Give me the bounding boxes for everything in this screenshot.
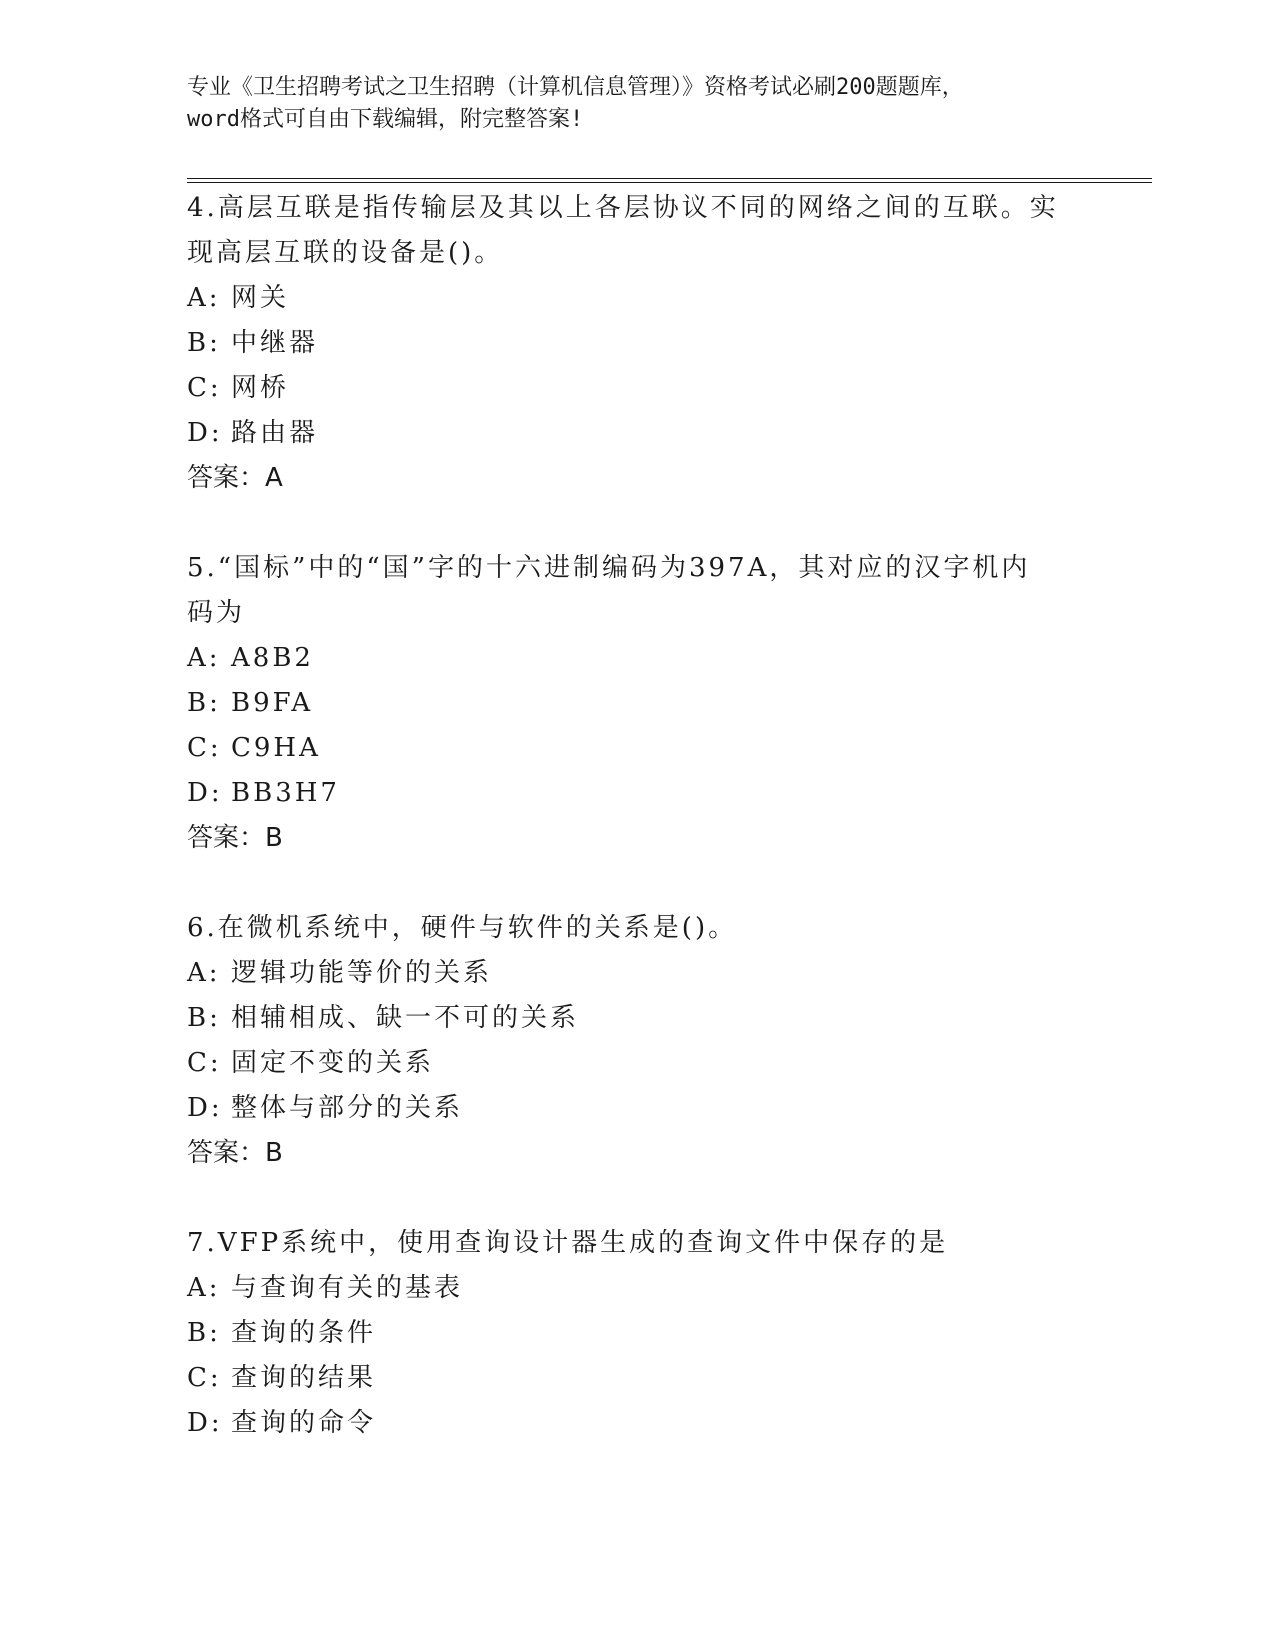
option-letter: B: xyxy=(187,328,221,358)
option-a xyxy=(187,951,1087,996)
option-text: BB3H7 xyxy=(231,778,340,808)
option-text: C9HA xyxy=(231,733,321,763)
option-letter: D: xyxy=(187,778,223,808)
header-divider-top xyxy=(187,178,1152,179)
question-5 xyxy=(187,546,1087,861)
option-text: 整体与部分的关系 xyxy=(231,1093,464,1123)
option-a xyxy=(187,636,1087,681)
option-d xyxy=(187,411,1087,456)
option-letter: D: xyxy=(187,1093,223,1123)
option-c xyxy=(187,726,1087,771)
option-text: 查询的命令 xyxy=(231,1408,377,1438)
option-text: 固定不变的关系 xyxy=(231,1048,435,1078)
option-d xyxy=(187,1401,1087,1446)
option-b xyxy=(187,996,1087,1041)
option-letter: A: xyxy=(187,958,221,988)
question-7 xyxy=(187,1221,1087,1446)
option-text: 查询的结果 xyxy=(231,1363,377,1393)
option-letter: C: xyxy=(187,373,222,403)
option-letter: B: xyxy=(187,1003,221,1033)
question-4 xyxy=(187,186,1087,501)
option-text: 中继器 xyxy=(231,328,319,358)
option-text: 与查询有关的基表 xyxy=(231,1273,464,1303)
option-b xyxy=(187,681,1087,726)
option-text: 路由器 xyxy=(231,418,319,448)
question-text-line: 码为 xyxy=(187,598,246,628)
option-text: B9FA xyxy=(231,688,314,718)
option-letter: A: xyxy=(187,283,221,313)
option-text: A8B2 xyxy=(231,643,314,673)
answer-label: 答案：B xyxy=(187,823,283,853)
option-text: 相辅相成、缺一不可的关系 xyxy=(231,1003,580,1033)
option-letter: A: xyxy=(187,1273,221,1303)
option-letter: D: xyxy=(187,1408,223,1438)
question-text-line: 5.“国标”中的“国”字的十六进制编码为397A，其对应的汉字机内 xyxy=(187,553,1031,583)
option-text: 网关 xyxy=(231,283,290,313)
question-text-line: 7.VFP系统中，使用查询设计器生成的查询文件中保存的是 xyxy=(187,1228,949,1258)
option-letter: D: xyxy=(187,418,223,448)
header-line-1: 专业《卫生招聘考试之卫生招聘（计算机信息管理）》资格考试必刷200题题库， xyxy=(187,75,964,100)
header-line-2: word格式可自由下载编辑，附完整答案! xyxy=(187,107,584,132)
option-letter: A: xyxy=(187,643,221,673)
option-a xyxy=(187,276,1087,321)
option-c xyxy=(187,1356,1087,1401)
option-text: 网桥 xyxy=(231,373,290,403)
option-text: 查询的条件 xyxy=(231,1318,377,1348)
option-c xyxy=(187,366,1087,411)
question-text-line: 6.在微机系统中，硬件与软件的关系是()。 xyxy=(187,913,738,943)
option-letter: C: xyxy=(187,1048,222,1078)
option-letter: B: xyxy=(187,688,221,718)
option-d xyxy=(187,771,1087,816)
option-b xyxy=(187,1311,1087,1356)
option-d xyxy=(187,1086,1087,1131)
answer-label: 答案：A xyxy=(187,463,283,493)
question-6 xyxy=(187,906,1087,1176)
option-letter: C: xyxy=(187,1363,222,1393)
header-divider-bottom xyxy=(187,182,1152,183)
option-a xyxy=(187,1266,1087,1311)
option-b xyxy=(187,321,1087,366)
option-c xyxy=(187,1041,1087,1086)
document-header xyxy=(187,72,1087,136)
question-list xyxy=(187,186,1087,1491)
option-text: 逻辑功能等价的关系 xyxy=(231,958,493,988)
option-letter: B: xyxy=(187,1318,221,1348)
question-text-line: 现高层互联的设备是()。 xyxy=(187,238,504,268)
question-text-line: 4.高层互联是指传输层及其以上各层协议不同的网络之间的互联。实 xyxy=(187,193,1059,223)
answer-label: 答案：B xyxy=(187,1138,283,1168)
option-letter: C: xyxy=(187,733,222,763)
